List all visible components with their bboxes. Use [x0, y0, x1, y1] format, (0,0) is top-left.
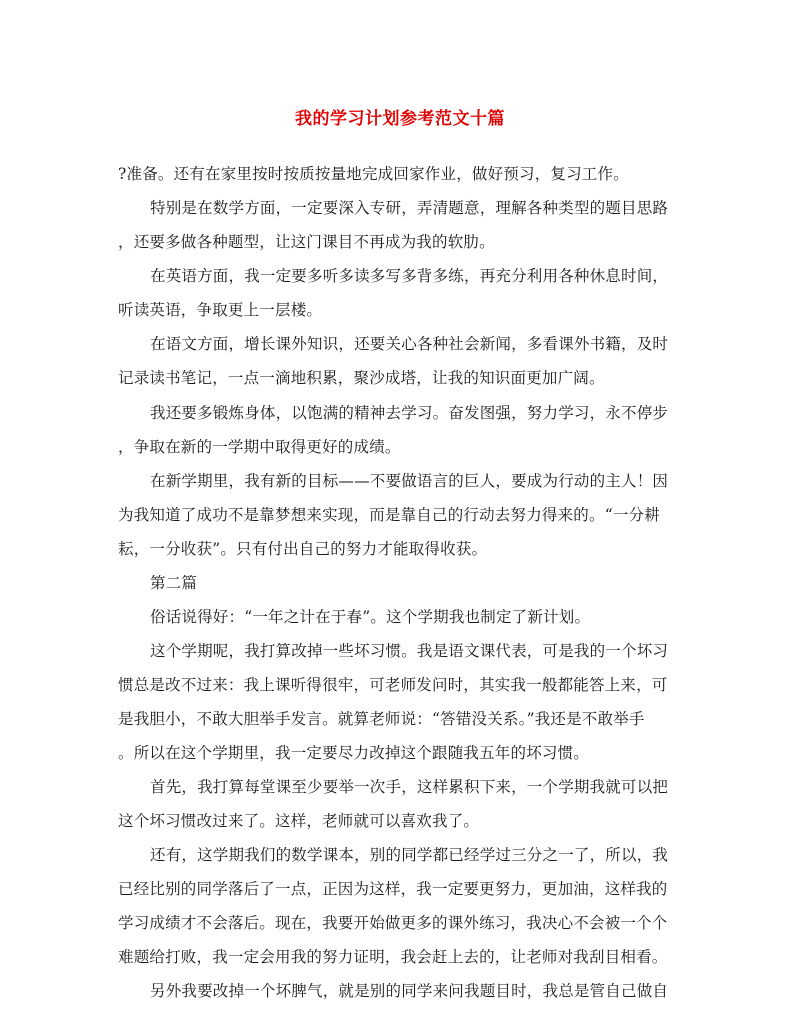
text-line: 是我胆小，不敢大胆举手发言。就算老师说：“答错没关系。”我还是不敢举手: [118, 710, 645, 728]
text-line: 在新学期里，我有新的目标——不要做语言的巨人，要成为行动的主人！因: [150, 472, 669, 490]
text-line: ，还要多做各种题型，让这门课目不再成为我的软肋。: [118, 233, 495, 251]
text-line: 耘，一分收获”。只有付出自己的努力才能取得收获。: [118, 540, 488, 558]
text-line: 记录读书笔记，一点一滴地积累，聚沙成塔，让我的知识面更加广阔。: [118, 369, 605, 387]
text-line: ，争取在新的一学期中取得更好的成绩。: [118, 438, 401, 456]
text-line: 还有，这学期我们的数学课本，别的同学都已经学过三分之一了，所以，我: [150, 846, 669, 864]
text-line: 特别是在数学方面，一定要深入专研，弄清题意，理解各种类型的题目思路: [150, 199, 669, 217]
document-title: 我的学习计划参考范文十篇: [295, 109, 505, 129]
text-line: 另外我要改掉一个坏脾气，就是别的同学来问我题目时，我总是管自己做自: [150, 982, 669, 1000]
text-line: 俗话说得好：“一年之计在于春”。这个学期我也制定了新计划。: [150, 608, 591, 626]
text-line: 听读英语，争取更上一层楼。: [118, 301, 323, 319]
text-line: 这个坏习惯改过来了。这样，老师就可以喜欢我了。: [118, 812, 480, 830]
text-line: 。所以在这个学期里，我一定要尽力改掉这个跟随我五年的坏习惯。: [118, 744, 590, 762]
text-line: 为我知道了成功不是靠梦想来实现，而是靠自己的行动去努力得来的。“一分耕: [118, 506, 660, 524]
text-line: 这个学期呢，我打算改掉一些坏习惯。我是语文课代表，可是我的一个坏习: [150, 642, 669, 660]
text-line: 学习成绩才不会落后。现在，我要开始做更多的课外练习，我决心不会被一个个: [118, 914, 668, 932]
text-line: 惯总是改不过来：我上课听得很牢，可老师发问时，其实我一般都能答上来，可: [118, 676, 668, 694]
text-line: 在英语方面，我一定要多听多读多写多背多练，再充分利用各种休息时间，: [150, 267, 669, 285]
text-line: 首先，我打算每堂课至少要举一次手，这样累积下来，一个学期我就可以把: [150, 778, 669, 796]
text-line: 我还要多锻炼身体，以饱满的精神去学习。奋发图强，努力学习，永不停步: [150, 404, 669, 422]
text-line: ?准备。还有在家里按时按质按量地完成回家作业，做好预习，复习工作。: [118, 165, 629, 183]
text-line: 在语文方面，增长课外知识，还要关心各种社会新闻，多看课外书籍，及时: [150, 335, 669, 353]
section-heading: 第二篇: [150, 574, 198, 592]
text-line: 已经比别的同学落后了一点，正因为这样，我一定要更努力，更加油，这样我的: [118, 880, 668, 898]
text-line: 难题给打败，我一定会用我的努力证明，我会赶上去的，让老师对我刮目相看。: [118, 948, 668, 966]
